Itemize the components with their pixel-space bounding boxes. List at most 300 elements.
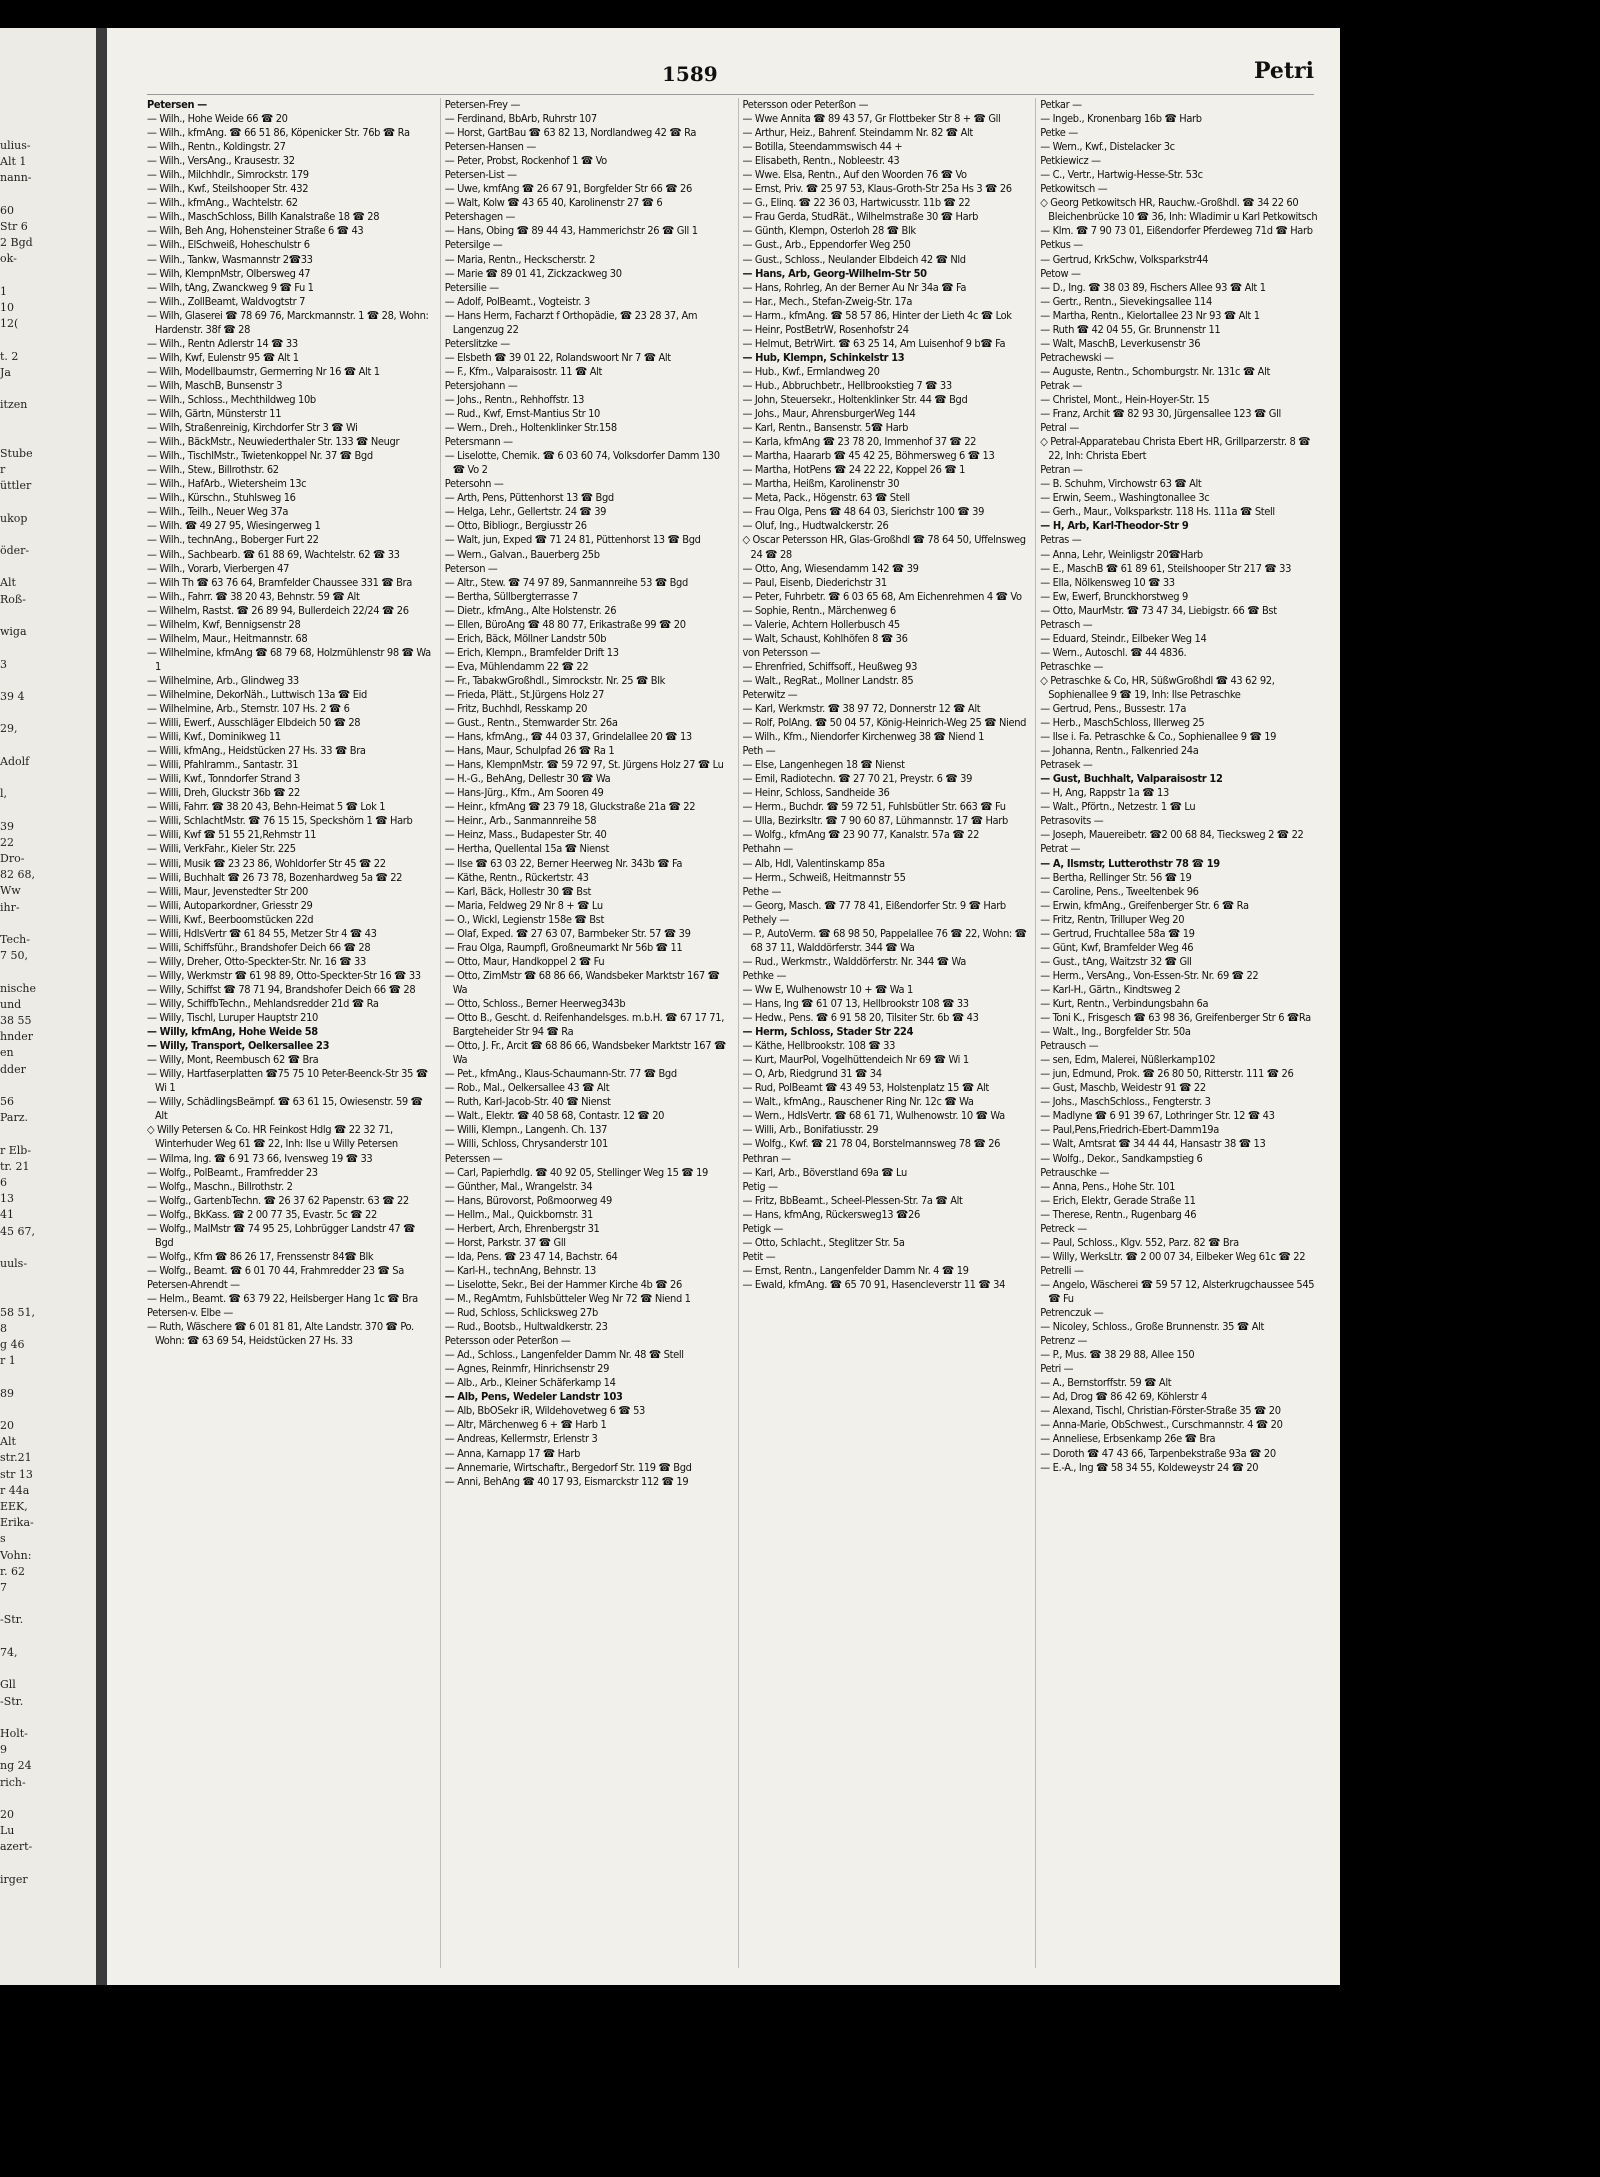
directory-entry: — Gertr., Rentn., Sievekingsallee 114 [1040,294,1212,308]
directory-entry: — Joseph, Mauereibetr. ☎2 00 68 84, Tiecksweg 2 ☎ 22 [1040,828,1304,842]
directory-entry: — Günth, Klempn, Osterloh 28 ☎ Blk [742,224,916,238]
facing-page-fragment: r Elb- [0,1143,32,1157]
directory-entry: — Heinz, Mass., Budapester Str. 40 [444,828,607,842]
directory-heading: Petreck — [1040,1221,1087,1235]
directory-entry: — Hub, Klempn, Schinkelstr 13 [742,350,905,364]
directory-entry: — Walt, Schaust, Kohlhöfen 8 ☎ 36 [742,631,908,645]
facing-page-fragment: rich- [0,1775,26,1789]
directory-heading: Petraschke — [1040,659,1104,673]
directory-entry: — Hans Herm, Facharzt f Orthopädie, ☎ 23 28 37, Am Langenzug 22 [444,308,698,336]
directory-entry: — Hans, Maur, Schulpfad 26 ☎ Ra 1 [444,744,615,758]
directory-entry: — Wilh., Schloss., Mechthildweg 10b [147,392,316,406]
facing-page-edge [0,28,96,1985]
directory-entry: — Frieda, Plätt., St.Jürgens Holz 27 [444,687,605,701]
directory-heading: Petersen-Frey — [444,98,520,111]
facing-page-fragment: g 46 [0,1338,25,1352]
facing-page-fragment: str 13 [0,1467,33,1481]
directory-heading: Petersilge — [444,238,503,252]
directory-entry: — P., Mus. ☎ 38 29 88, Allee 150 [1040,1348,1195,1362]
facing-page-fragment: tr. 21 [0,1159,30,1173]
facing-page-fragment: 56 [0,1094,14,1108]
directory-entry: — Otto, Maur, Handkoppel 2 ☎ Fu [444,954,605,968]
directory-heading: Petersen — [147,98,207,111]
directory-entry: ◇ Oscar Petersson HR, Glas-Großhdl ☎ 78 64 50, Uffelnsweg 24 ☎ 28 [742,533,1026,561]
facing-page-fragment [0,673,96,689]
facing-page-fragment: ihr- [0,900,20,914]
directory-entry: — Herm, Schloss, Stader Str 224 [742,1025,914,1039]
facing-page-fragment [0,964,96,980]
facing-page-fragment: 7 50, [0,949,28,963]
directory-entry: — Hans, Rohrleg, An der Berner Au Nr 34a ☎ Fa [742,280,967,294]
facing-page-fragment: ng 24 [0,1759,32,1773]
directory-entry: — Wilh. ☎ 49 27 95, Wiesingerweg 1 [147,519,321,533]
directory-heading: Peterson — [444,561,498,575]
directory-entry: — Willi, Autoparkordner, Griesstr 29 [147,898,313,912]
directory-entry: — Wilh Th ☎ 63 76 64, Bramfelder Chaussee 331 ☎ Bra [147,575,412,589]
directory-entry: — Karl, Rentn., Bansenstr. 5☎ Harb [742,421,909,435]
directory-entry: — Karl-H., Gärtn., Kindtsweg 2 [1040,982,1181,996]
directory-entry: — Gust., tAng, Waitzstr 32 ☎ Gll [1040,954,1192,968]
directory-entry: ◇ Petraschke & Co, HR, SüßwGroßhdl ☎ 43 62 92, Sophienallee 9 ☎ 19, Inh: Ilse Petraschke [1040,673,1275,701]
directory-entry: — Pet., kfmAng., Klaus-Schaumann-Str. 77 ☎ Bgd [444,1067,677,1081]
directory-entry: — E.-A., Ing ☎ 58 34 55, Koldeweystr 24 ☎ 20 [1040,1460,1259,1474]
directory-column-3 [738,98,1030,1968]
directory-entry: — Helm., Beamt. ☎ 63 79 22, Heilsberger Hang 1c ☎ Bra [147,1291,418,1305]
directory-entry: — Ruth, Karl-Jacob-Str. 40 ☎ Nienst [444,1095,611,1109]
directory-entry: — Willi, Ewerf., Ausschläger Elbdeich 50 ☎ 28 [147,716,361,730]
directory-entry: — Heinr., kfmAng ☎ 23 79 18, Gluckstraße 21a ☎ 22 [444,800,696,814]
directory-page [107,28,1340,1985]
facing-page-fragment: 22 [0,835,14,849]
facing-page-fragment: -Str. [0,1694,24,1708]
directory-entry: — Willy, Werkmstr ☎ 61 98 89, Otto-Speckter-Str 16 ☎ 33 [147,968,421,982]
directory-entry: — Helmut, BetrWirt. ☎ 63 25 14, Am Luisenhof 9 b☎ Fa [742,336,1006,350]
directory-entry: — Andreas, Kellermstr, Erlenstr 3 [444,1432,598,1446]
directory-entry: — Wilma, Ing. ☎ 6 91 73 66, Ivensweg 19 ☎ 33 [147,1151,373,1165]
directory-entry: — Ilse i. Fa. Petraschke & Co., Sophienallee 9 ☎ 19 [1040,730,1277,744]
directory-entry: — Willy, SchiffbTechn., Mehlandsredder 21d ☎ Ra [147,997,379,1010]
directory-entry: — Erwin, Seem., Washingtonallee 3c [1040,491,1210,505]
directory-entry: — Walt., Ing., Borgfelder Str. 50a [1040,1025,1191,1039]
directory-entry: — Oluf, Ing., Hudtwalckerstr. 26 [742,519,889,533]
facing-page-fragment [0,268,96,284]
directory-entry: — Wolfg., Dekor., Sandkampstieg 6 [1040,1151,1203,1165]
facing-page-fragment [0,705,96,721]
directory-entry: — Angelo, Wäscherei ☎ 59 57 12, Alsterkrugchaussee 545 ☎ Fu [1040,1277,1315,1305]
facing-page-fragment: 38 55 [0,1013,32,1027]
directory-entry: — Altr, Märchenweg 6 + ☎ Harb 1 [444,1418,607,1432]
directory-entry: — Elsbeth ☎ 39 01 22, Rolandswoort Nr 7 ☎ Alt [444,350,671,364]
facing-page-fragment [0,916,96,932]
directory-entry: — Wilh, Glaserei ☎ 78 69 76, Marckmannstr. 1 ☎ 28, Wohn: Hardenstr. 38f ☎ 28 [147,308,429,336]
facing-page-fragment: Ja [0,365,11,379]
directory-entry: — Karl, Arb., Böverstland 69a ☎ Lu [742,1165,907,1179]
directory-entry: — Wwe Annita ☎ 89 43 57, Gr Flottbeker Str 8 + ☎ Gll [742,112,1001,126]
directory-heading: Petersen-List — [444,168,517,182]
directory-entry: — Otto, ZimMstr ☎ 68 86 66, Wandsbeker Marktstr 167 ☎ Wa [444,968,720,996]
directory-entry: — Willi, Maur, Jevenstedter Str 200 [147,884,308,898]
directory-entry: — Hub., Abbruchbetr., Hellbrookstieg 7 ☎ 33 [742,378,952,392]
directory-entry: — Hans, Arb, Georg-Wilhelm-Str 50 [742,266,927,280]
facing-page-fragment: Erika- [0,1516,34,1530]
directory-entry: — Heinr, PostBetrW, Rosenhofstr 24 [742,322,909,336]
directory-entry: — Willy, Dreher, Otto-Speckter-Str. Nr. 16 ☎ 33 [147,954,366,968]
directory-entry: — Johs., MaschSchloss., Fengterstr. 3 [1040,1095,1211,1109]
directory-entry: ◇ Georg Petkowitsch HR, Rauchw.-Großhdl. ☎ 34 22 60 Bleichenbrücke 10 ☎ 36, Inh: Wladimir u Karl Petkowitsch [1040,196,1318,224]
directory-entry: — Dietr., kfmAng., Alte Holstenstr. 26 [444,603,617,617]
directory-entry: — Ingeb., Kronenbarg 16b ☎ Harb [1040,112,1202,126]
directory-entry: — Wilh., Kürschn., Stuhlsweg 16 [147,491,296,505]
directory-entry: — Anna, Lehr, Weinligstr 20☎Harb [1040,547,1203,561]
directory-entry: — Hans-Jürg., Kfm., Am Sooren 49 [444,786,604,800]
directory-entry: — Ruth ☎ 42 04 55, Gr. Brunnenstr 11 [1040,322,1221,336]
directory-heading: Petersson oder Peterßon — [742,98,869,111]
directory-entry: — A, Ilsmstr, Lutterothstr 78 ☎ 19 [1040,856,1220,870]
facing-page-fragment: -Str. [0,1613,24,1627]
book-gutter [96,28,107,1985]
directory-entry: — Klm. ☎ 7 90 73 01, Eißendorfer Pferdeweg 71d ☎ Harb [1040,224,1313,238]
directory-heading: Petigk — [742,1221,784,1235]
directory-entry: — Ellen, BüroAng ☎ 48 80 77, Erikastraße 99 ☎ 20 [444,617,686,631]
facing-page-fragment: 1 [0,284,7,298]
facing-page-fragment: 82 68, [0,868,35,882]
directory-entry: — Maria, Rentn., Heckscherstr. 2 [444,252,596,266]
facing-page-fragment [0,770,96,786]
directory-entry: — Emil, Radiotechn. ☎ 27 70 21, Preystr. 6 ☎ 39 [742,772,973,786]
facing-page-fragment: ukop [0,511,28,525]
facing-page-fragment: r 1 [0,1354,16,1368]
directory-entry: — Wwe. Elsa, Rentn., Auf den Woorden 76 ☎ Vo [742,168,967,182]
facing-page-fragment: 6 [0,1176,7,1189]
directory-entry: — Willi, VerkFahr., Kieler Str. 225 [147,842,296,856]
facing-page-fragment [0,640,96,656]
directory-heading: Petrauschke — [1040,1165,1109,1179]
directory-entry: — M., RegAmtm, Fuhlsbütteler Weg Nr 72 ☎ Niend 1 [444,1291,691,1305]
directory-entry: — Wilhelm, Kwf, Bennigsenstr 28 [147,617,301,631]
directory-entry: — Wern., Dreh., Holtenklinker Str.158 [444,421,617,435]
directory-entry: — Wilh., Kfm., Niendorfer Kirchenweg 38 ☎ Niend 1 [742,730,985,744]
directory-entry: — Fritz, Rentn, Trilluper Weg 20 [1040,912,1185,926]
facing-page-fragment: Alt 1 [0,155,27,169]
directory-entry: — Käthe, Rentn., Rückertstr. 43 [444,870,589,884]
facing-page-fragment: Adolf [0,754,30,768]
running-head: Petri [1253,58,1314,84]
directory-entry: — Peter, Fuhrbetr. ☎ 6 03 65 68, Am Eichenrehmen 4 ☎ Vo [742,589,1022,603]
directory-entry: — Rob., Mal., Oelkersallee 43 ☎ Alt [444,1081,610,1095]
directory-entry: — Martha, Heißm, Karolinenstr 30 [742,477,900,491]
directory-entry: — Heinr., Arb., Sanmannreihe 58 [444,814,597,828]
directory-entry: — Wolfg., GartenbTechn. ☎ 26 37 62 Papenstr. 63 ☎ 22 [147,1193,409,1207]
directory-entry: — Willi, Pfahlramm., Santastr. 31 [147,758,299,772]
directory-entry: — Walt, MaschB, Leverkusenstr 36 [1040,336,1201,350]
facing-page-fragment: 29, [0,722,18,736]
directory-entry: — Ulla, Bezirksltr. ☎ 7 90 60 87, Lühmannstr. 17 ☎ Harb [742,814,1008,828]
directory-entry: — Erich, Bäck, Möllner Landstr 50b [444,631,607,645]
directory-heading: Pethke — [742,968,786,982]
facing-page-fragment: nann- [0,171,32,185]
facing-page-fragment: öder- [0,544,30,558]
directory-entry: — Wilhelmine, kfmAng ☎ 68 79 68, Holzmühlenstr 98 ☎ Wa 1 [147,645,431,673]
directory-entry: — Willi, SchlachtMstr. ☎ 76 15 15, Speckshörn 1 ☎ Harb [147,814,413,828]
directory-heading: Petrausch — [1040,1039,1099,1053]
directory-entry: — Frau Olga, Raumpfl, Großneumarkt Nr 56b ☎ 11 [444,940,683,954]
directory-entry: — Willi, Fahrr. ☎ 38 20 43, Behn-Heimat 5 ☎ Lok 1 [147,800,386,814]
facing-page-fragment: EEK, [0,1500,28,1514]
page-number: 1589 [662,62,718,86]
directory-entry: — Wilh., kfmAng. ☎ 66 51 86, Köpenicker Str. 76b ☎ Ra [147,126,410,140]
facing-page-fragment: 58 51, [0,1305,35,1319]
directory-entry: — Wolfg., Kfm ☎ 86 26 17, Frenssenstr 84☎ Blk [147,1249,374,1263]
directory-entry: — Ruth, Wäschere ☎ 6 01 81 81, Alte Landstr. 370 ☎ Po. Wohn: ☎ 63 69 54, Heidstücken 27 Hs. 33 [147,1320,414,1348]
facing-page-fragment: 2 Bgd [0,236,33,250]
directory-entry: — Herbert, Arch, Ehrenbergstr 31 [444,1221,600,1235]
directory-heading: Petersson oder Peterßon — [444,1334,571,1348]
facing-page-fragment: 13 [0,1192,14,1206]
facing-page-fragment [0,1661,96,1677]
directory-heading: Petras — [1040,533,1082,547]
directory-entry: — Martha, Rentn., Kielortallee 23 Nr 93 ☎ Alt 1 [1040,308,1260,322]
directory-entry: — Wilh., Rentn Adlerstr 14 ☎ 33 [147,336,298,350]
directory-entry: — Wilh., kfmAng., Wachtelstr. 62 [147,196,298,210]
directory-entry: — Ad, Drog ☎ 86 42 69, Köhlerstr 4 [1040,1390,1207,1404]
directory-entry: — Maria, Feldweg 29 Nr 8 + ☎ Lu [444,898,603,912]
directory-entry: — Paul,Pens,Friedrich-Ebert-Damm19a [1040,1123,1219,1137]
directory-entry: — Wilh., Vorarb, Vierbergen 47 [147,561,290,575]
directory-entry: — Frau Olga, Pens ☎ 48 64 03, Sierichstr 100 ☎ 39 [742,505,985,519]
directory-entry: — Otto, Schlacht., Steglitzer Str. 5a [742,1235,905,1249]
directory-entry: — Liselotte, Chemik. ☎ 6 03 60 74, Volksdorfer Damm 130 ☎ Vo 2 [444,449,720,477]
directory-entry: — Wolfg., kfmAng ☎ 23 90 77, Kanalstr. 57a ☎ 22 [742,828,980,842]
directory-entry: — Willi, Kwf., Beerboomstücken 22d [147,912,314,926]
directory-entry: — Herm., Schweiß, Heitmannstr 55 [742,870,906,884]
directory-heading: Petersen-Hansen — [444,140,536,154]
directory-entry: — P., AutoVerm. ☎ 68 98 50, Pappelallee 76 ☎ 22, Wohn: ☎ 68 37 11, Walddörferstr. 344 ☎ Wa [742,926,1027,954]
facing-page-fragment [0,1856,96,1872]
directory-entry: — Gertrud, Pens., Bussestr. 17a [1040,702,1187,716]
directory-heading: Pethely — [742,912,789,926]
facing-page-fragment [0,381,96,397]
directory-entry: — Horst, Parkstr. 37 ☎ Gll [444,1235,566,1249]
directory-heading: Petrasch — [1040,617,1093,631]
directory-heading: Petrenz — [1040,1334,1088,1348]
facing-page-fragment: ulius- [0,139,31,152]
facing-page-fragment: r. 62 [0,1564,26,1578]
directory-entry: — John, Steuersekr., Holtenklinker Str. 44 ☎ Bgd [742,392,968,406]
directory-entry: — Alb., Arb., Kleiner Schäferkamp 14 [444,1376,616,1390]
directory-entry: — Ernst, Priv. ☎ 25 97 53, Klaus-Groth-Str 25a Hs 3 ☎ 26 [742,182,1012,196]
directory-entry: — Johanna, Rentn., Falkenried 24a [1040,744,1199,758]
facing-page-fragment: irger [0,1872,28,1886]
directory-heading: Petersohn — [444,477,504,491]
scan-border-right [1340,0,1600,2177]
facing-page-fragment: 8 [0,1321,7,1335]
directory-heading: Peterwitz — [742,687,798,701]
directory-entry: — Willi, Klempn., Langenh. Ch. 137 [444,1123,608,1137]
directory-heading: Petri — [1040,1362,1074,1376]
directory-entry: — Willi, Musik ☎ 23 23 86, Wohldorfer Str 45 ☎ 22 [147,856,386,870]
directory-entry: — Günther, Mal., Wrangelstr. 34 [444,1179,593,1193]
directory-heading: Petershagen — [444,210,516,224]
facing-page-fragment: 60 [0,203,14,217]
directory-entry: — Hans, kfmAng, Rückersweg13 ☎26 [742,1207,920,1221]
facing-page-fragment: Holt- [0,1726,28,1740]
directory-entry: — Otto, Ang, Wiesendamm 142 ☎ 39 [742,561,919,575]
facing-page-fragment [0,738,96,754]
directory-entry: — sen, Edm, Malerei, Nüßlerkamp102 [1040,1053,1216,1067]
directory-entry: — Therese, Rentn., Rugenbarg 46 [1040,1207,1197,1221]
directory-heading: Petrachewski — [1040,350,1114,364]
directory-entry: — Wilhelmine, Arb., Sternstr. 107 Hs. 2 ☎ 6 [147,702,350,716]
directory-heading: Petersen-v. Elbe — [147,1306,233,1320]
directory-heading: Petran — [1040,463,1083,477]
directory-heading: Petke — [1040,126,1078,140]
directory-entry: — Willi, Arb., Bonifatiusstr. 29 [742,1123,879,1137]
directory-entry: ◇ Petral-Apparatebau Christa Ebert HR, Grillparzerstr. 8 ☎ 22, Inh: Christa Ebert [1040,435,1311,463]
directory-entry: — Harm., kfmAng. ☎ 58 57 86, Hinter der Lieth 4c ☎ Lok [742,308,1012,322]
directory-heading: Petrat — [1040,842,1081,856]
facing-page-text [0,28,96,1888]
directory-entry: — Marie ☎ 89 01 41, Zickzackweg 30 [444,266,622,280]
directory-entry: — Carl, Papierhdlg. ☎ 40 92 05, Stellinger Weg 15 ☎ 19 [444,1165,708,1179]
facing-page-fragment: l, [0,787,8,801]
directory-entry: — G., Elinq. ☎ 22 36 03, Hartwicusstr. 11b ☎ 22 [742,196,971,210]
directory-entry: — Wilh., Sachbearb. ☎ 61 88 69, Wachtelstr. 62 ☎ 33 [147,547,400,561]
directory-entry: — Wolfg., Beamt. ☎ 6 01 70 44, Frahmredder 23 ☎ Sa [147,1263,404,1277]
directory-entry: — Wilhelmine, Arb., Glindweg 33 [147,673,299,687]
facing-page-fragment: 89 [0,1386,14,1400]
facing-page-fragment: 7 [0,1581,7,1595]
directory-entry: — Alb, Hdl, Valentinskamp 85a [742,856,885,870]
directory-heading: Petrak — [1040,378,1082,392]
directory-entry: — Wilh., MaschSchloss, Billh Kanalstraße 18 ☎ 28 [147,210,380,224]
directory-heading: Petral — [1040,421,1079,435]
directory-entry: — Willi, Schloss, Chrysanderstr 101 [444,1137,608,1151]
directory-entry: — Wilh, Beh Ang, Hohensteiner Straße 6 ☎ 43 [147,224,364,238]
directory-entry: — Heinr, Schloss, Sandheide 36 [742,786,890,800]
directory-entry: — A., Bernstorffstr. 59 ☎ Alt [1040,1376,1172,1390]
directory-entry: — Gust, Maschb, Weidestr 91 ☎ 22 [1040,1081,1206,1095]
facing-page-fragment: 39 [0,819,14,833]
directory-entry: — Wilh., Stew., Billrothstr. 62 [147,463,279,477]
facing-page-fragment: azert- [0,1840,33,1854]
directory-entry: ◇ Willy Petersen & Co. HR Feinkost Hdlg ☎ 22 32 71, Winterhuder Weg 61 ☎ 22, Inh: Ilse u Willy Petersen [147,1123,398,1151]
facing-page-fragment: dder [0,1062,26,1076]
directory-entry: — Willi, Kwf ☎ 51 55 21,Rehmstr 11 [147,828,317,842]
directory-entry: — Ella, Nölkensweg 10 ☎ 33 [1040,575,1175,589]
directory-entry: — Wilh., Milchhdlr., Simrockstr. 179 [147,168,309,182]
facing-page-fragment: en [0,1046,14,1060]
directory-entry: — Wolfg., BkKass. ☎ 2 00 77 35, Evastr. 5c ☎ 22 [147,1207,377,1221]
directory-entry: — Valerie, Achtern Hollerbusch 45 [742,617,900,631]
directory-heading: Petkar — [1040,98,1082,111]
directory-column-2 [440,98,732,1968]
directory-entry: — Martha, HotPens ☎ 24 22 22, Koppel 26 ☎ 1 [742,463,966,477]
facing-page-fragment: 41 [0,1208,14,1222]
facing-page-fragment: 3 [0,657,7,671]
directory-heading: von Petersson — [742,645,820,659]
directory-entry: — Wilh., TischlMstr., Twietenkoppel Nr. 37 ☎ Bgd [147,449,373,463]
facing-page-fragment: uuls- [0,1257,28,1271]
directory-entry: — Willi, Buchhalt ☎ 26 73 78, Bozenhardweg 5a ☎ 22 [147,870,403,884]
facing-page-fragment [0,413,96,429]
directory-entry: — Willi, Dreh, Gluckstr 36b ☎ 22 [147,786,300,800]
facing-page-fragment: Vohn: [0,1548,32,1562]
directory-entry: — Wilh., Rentn., Koldingstr. 27 [147,140,286,154]
directory-entry: — Alb, Pens, Wedeler Landstr 103 [444,1390,623,1404]
directory-entry: — Liselotte, Sekr., Bei der Hammer Kirche 4b ☎ 26 [444,1277,682,1291]
directory-entry: — Rud., Werkmstr., Walddörferstr. Nr. 344 ☎ Wa [742,954,966,968]
directory-entry: — Wern., Galvan., Bauerberg 25b [444,547,600,561]
directory-entry: — Willy, Schiffst ☎ 78 71 94, Brandshofer Deich 66 ☎ 28 [147,982,416,996]
directory-entry: — Olaf, Exped. ☎ 27 63 07, Barmbeker Str. 57 ☎ 39 [444,926,691,940]
directory-entry: — Wilh, KlempnMstr, Olbersweg 47 [147,266,311,280]
directory-entry: — Wilh, MaschB, Bunsenstr 3 [147,378,283,392]
directory-entry: — Rud., Bootsb., Hultwaldkerstr. 23 [444,1320,608,1334]
directory-entry: — Wilh, Modellbaumstr, Germerring Nr 16 ☎ Alt 1 [147,364,380,378]
directory-entry: — Horst, GartBau ☎ 63 82 13, Nordlandweg 42 ☎ Ra [444,126,697,140]
directory-entry: — Madlyne ☎ 6 91 39 67, Lothringer Str. 12 ☎ 43 [1040,1109,1275,1123]
facing-page-fragment: hnder [0,1030,33,1044]
directory-entry: — Herm., Buchdr. ☎ 59 72 51, Fuhlsbütler Str. 663 ☎ Fu [742,800,1006,814]
facing-page-fragment: 74, [0,1645,18,1659]
facing-page-fragment [0,802,96,818]
facing-page-fragment [0,332,96,348]
directory-entry: — Auguste, Rentn., Schomburgstr. Nr. 131c ☎ Alt [1040,364,1271,378]
directory-heading: Petit — [742,1249,776,1263]
directory-entry: — Bertha, Süllbergterrasse 7 [444,589,578,603]
facing-page-fragment: 12( [0,317,19,331]
facing-page-fragment: Ww [0,884,21,898]
directory-entry: — Else, Langenhegen 18 ☎ Nienst [742,758,905,772]
directory-entry: — Willi, Schiffsführ., Brandshofer Deich 66 ☎ 28 [147,940,371,954]
directory-entry: — H.-G., BehAng, Dellestr 30 ☎ Wa [444,772,611,786]
directory-entry: — Wilh., Hohe Weide 66 ☎ 20 [147,112,288,126]
directory-entry: — Anna, Karnapp 17 ☎ Harb [444,1446,581,1460]
facing-page-fragment: 39 4 [0,689,25,703]
directory-entry: — Wilh., HafArb., Wietersheim 13c [147,477,307,491]
directory-entry: — Herm., VersAng., Von-Essen-Str. Nr. 69 ☎ 22 [1040,968,1259,982]
directory-heading: Peterslitzke — [444,336,510,350]
facing-page-fragment: nische [0,981,37,995]
directory-entry: — Käthe, Hellbrookstr. 108 ☎ 33 [742,1039,896,1053]
facing-page-fragment: r [0,463,6,477]
facing-page-fragment: itzen [0,398,28,412]
facing-page-fragment: üttler [0,479,32,493]
facing-page-fragment: 45 67, [0,1224,35,1238]
facing-page-fragment: 20 [0,1419,14,1433]
directory-entry: — Hub., Kwf., Ermlandweg 20 [742,364,880,378]
directory-entry: — D., Ing. ☎ 38 03 89, Fischers Allee 93 ☎ Alt 1 [1040,280,1266,294]
facing-page-fragment: Alt [0,576,16,590]
directory-entry: — Gust., Arb., Eppendorfer Weg 250 [742,238,911,252]
directory-entry: — Walt, jun, Exped ☎ 71 24 81, Püttenhorst 13 ☎ Bgd [444,533,701,547]
directory-entry: — O., Wickl, Legienstr 158e ☎ Bst [444,912,604,926]
directory-heading: Petkus — [1040,238,1083,252]
directory-entry: — Willy, SchädlingsBeämpf. ☎ 63 61 15, Owiesenstr. 59 ☎ Alt [147,1095,423,1123]
directory-entry: — Willy, Mont, Reembusch 62 ☎ Bra [147,1053,319,1067]
directory-entry: — Willy, kfmAng, Hohe Weide 58 [147,1025,318,1039]
directory-entry: — Otto, Bibliogr., Bergiusstr 26 [444,519,587,533]
facing-page-fragment [0,1402,96,1418]
facing-page-fragment: Dro- [0,851,25,865]
header-rule [147,94,1314,95]
directory-entry: — Walt., kfmAng., Rauschener Ring Nr. 12c ☎ Wa [742,1095,974,1109]
directory-entry: — Willi, HdlsVertr ☎ 61 84 55, Metzer Str 4 ☎ 43 [147,926,377,940]
directory-entry: — Walt., RegRat., Mollner Landstr. 85 [742,673,914,687]
facing-page-fragment [0,1369,96,1385]
directory-entry: — O, Arb, Riedgrund 31 ☎ 34 [742,1067,882,1081]
directory-entry: — Ew, Ewerf, Brunckhorstweg 9 [1040,589,1188,603]
